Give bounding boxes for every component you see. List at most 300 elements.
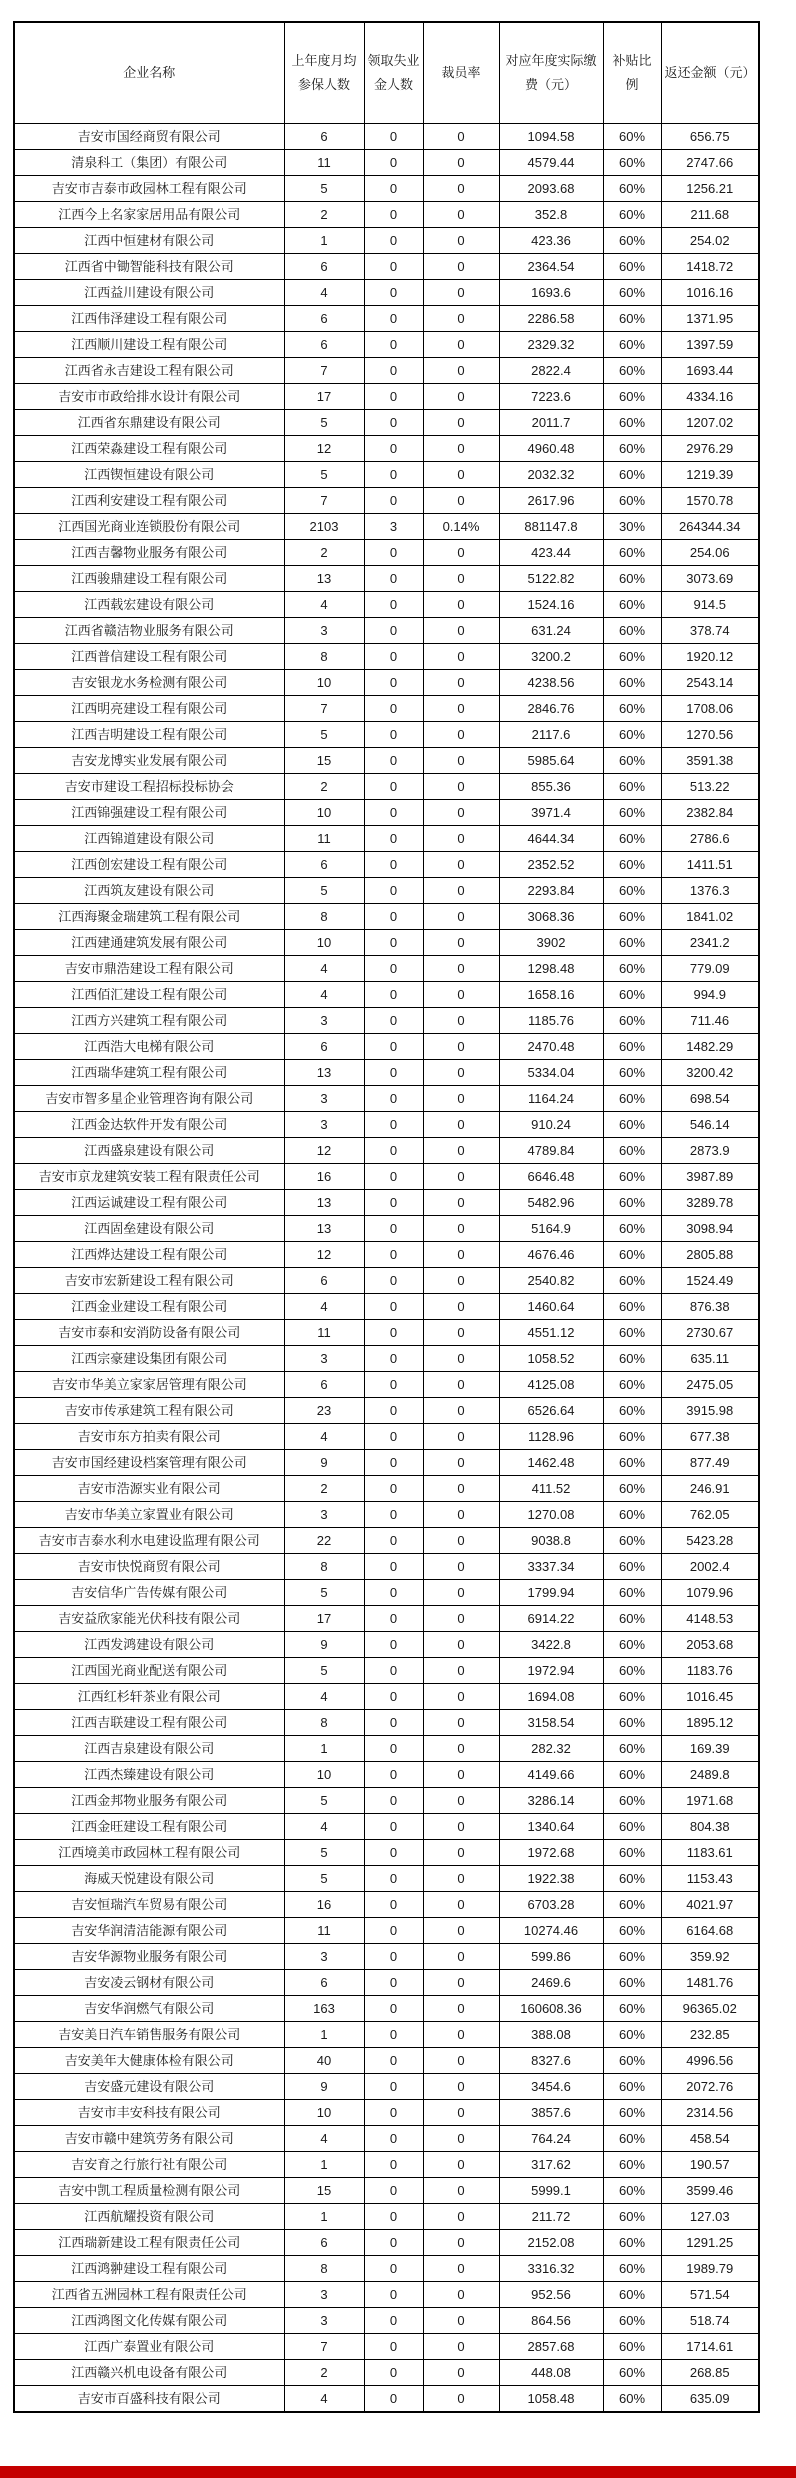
cell: 762.05 (661, 1502, 759, 1528)
cell: 1570.78 (661, 488, 759, 514)
cell: 3 (284, 1944, 364, 1970)
cell: 0 (364, 2074, 423, 2100)
cell: 0 (423, 540, 499, 566)
cell: 0 (364, 1996, 423, 2022)
table-row (14, 696, 759, 722)
cell: 876.38 (661, 1294, 759, 1320)
cell: 0 (423, 1424, 499, 1450)
cell: 12 (284, 1242, 364, 1268)
cell: 1714.61 (661, 2334, 759, 2360)
cell: 0 (364, 1294, 423, 1320)
cell: 0 (364, 1008, 423, 1034)
cell: 9 (284, 1450, 364, 1476)
cell: 60% (603, 2360, 661, 2386)
table-row (14, 800, 759, 826)
table-row (14, 2386, 759, 2413)
cell: 60% (603, 1762, 661, 1788)
cell: 40 (284, 2048, 364, 2074)
table-row (14, 1164, 759, 1190)
cell: 0 (423, 306, 499, 332)
cell: 0 (423, 228, 499, 254)
cell: 3 (284, 1008, 364, 1034)
table-row (14, 2048, 759, 2074)
cell: 吉安市吉泰水利水电建设监理有限公司 (14, 1528, 284, 1554)
cell: 0 (423, 800, 499, 826)
cell: 2489.8 (661, 1762, 759, 1788)
cell: 1058.48 (499, 2386, 603, 2413)
cell: 0 (423, 1216, 499, 1242)
cell: 2857.68 (499, 2334, 603, 2360)
cell: 60% (603, 488, 661, 514)
cell: 0 (364, 2048, 423, 2074)
table-row (14, 1398, 759, 1424)
cell: 1397.59 (661, 332, 759, 358)
cell: 914.5 (661, 592, 759, 618)
cell: 4 (284, 1684, 364, 1710)
cell: 0 (423, 1710, 499, 1736)
table-row (14, 618, 759, 644)
cell: 6 (284, 1372, 364, 1398)
cell: 0 (423, 2074, 499, 2100)
table-row (14, 202, 759, 228)
cell: 60% (603, 462, 661, 488)
cell: 2314.56 (661, 2100, 759, 2126)
cell: 0 (364, 2360, 423, 2386)
cell: 13 (284, 1216, 364, 1242)
cell: 1164.24 (499, 1086, 603, 1112)
table-row (14, 2360, 759, 2386)
cell: 江西省东鼎建设有限公司 (14, 410, 284, 436)
cell: 0 (364, 254, 423, 280)
cell: 0 (423, 1996, 499, 2022)
column-header: 裁员率 (423, 22, 499, 124)
cell: 1256.21 (661, 176, 759, 202)
cell: 江西固垒建设有限公司 (14, 1216, 284, 1242)
cell: 吉安市快悦商贸有限公司 (14, 1554, 284, 1580)
table-row (14, 1294, 759, 1320)
cell: 4021.97 (661, 1892, 759, 1918)
cell: 吉安市建设工程招标投标协会 (14, 774, 284, 800)
cell: 1 (284, 2204, 364, 2230)
cell: 0 (364, 1164, 423, 1190)
cell: 5423.28 (661, 1528, 759, 1554)
cell: 22 (284, 1528, 364, 1554)
cell: 0 (364, 696, 423, 722)
cell: 3 (284, 2282, 364, 2308)
cell: 546.14 (661, 1112, 759, 1138)
cell: 4 (284, 1424, 364, 1450)
cell: 5 (284, 1658, 364, 1684)
cell: 4 (284, 1814, 364, 1840)
cell: 2822.4 (499, 358, 603, 384)
table-row (14, 436, 759, 462)
cell: 60% (603, 878, 661, 904)
cell: 0 (364, 2334, 423, 2360)
table-row (14, 176, 759, 202)
cell: 0 (423, 1788, 499, 1814)
table-row (14, 124, 759, 150)
table-row (14, 930, 759, 956)
cell: 0 (423, 1034, 499, 1060)
cell: 0 (364, 2126, 423, 2152)
cell: 0 (423, 488, 499, 514)
cell: 635.09 (661, 2386, 759, 2413)
cell: 江西金邦物业服务有限公司 (14, 1788, 284, 1814)
cell: 0 (423, 1398, 499, 1424)
cell: 864.56 (499, 2308, 603, 2334)
cell: 3316.32 (499, 2256, 603, 2282)
cell: 0 (423, 1658, 499, 1684)
cell: 1016.16 (661, 280, 759, 306)
cell: 5 (284, 462, 364, 488)
cell: 1340.64 (499, 1814, 603, 1840)
cell: 60% (603, 1632, 661, 1658)
cell: 60% (603, 982, 661, 1008)
cell: 0 (364, 774, 423, 800)
cell: 211.68 (661, 202, 759, 228)
cell: 0 (364, 1840, 423, 1866)
cell: 0 (423, 124, 499, 150)
cell: 江西锲恒建设有限公司 (14, 462, 284, 488)
cell: 0 (423, 2230, 499, 2256)
table-row (14, 2204, 759, 2230)
cell: 513.22 (661, 774, 759, 800)
cell: 60% (603, 2126, 661, 2152)
cell: 60% (603, 2282, 661, 2308)
cell: 0 (423, 566, 499, 592)
cell: 232.85 (661, 2022, 759, 2048)
cell: 60% (603, 1736, 661, 1762)
cell: 60% (603, 904, 661, 930)
cell: 881147.8 (499, 514, 603, 540)
cell: 60% (603, 826, 661, 852)
cell: 0 (423, 1450, 499, 1476)
cell: 60% (603, 1892, 661, 1918)
cell: 60% (603, 1346, 661, 1372)
cell: 60% (603, 280, 661, 306)
cell: 2 (284, 202, 364, 228)
table-row (14, 1060, 759, 1086)
cell: 1376.3 (661, 878, 759, 904)
cell: 2293.84 (499, 878, 603, 904)
cell: 江西发鸿建设有限公司 (14, 1632, 284, 1658)
cell: 3902 (499, 930, 603, 956)
cell: 江西吉泉建设有限公司 (14, 1736, 284, 1762)
table-row (14, 1736, 759, 1762)
cell: 江西吉联建设工程有限公司 (14, 1710, 284, 1736)
cell: 0 (364, 1398, 423, 1424)
cell: 0 (423, 1112, 499, 1138)
table-row (14, 410, 759, 436)
cell: 1920.12 (661, 644, 759, 670)
cell: 江西国光商业配送有限公司 (14, 1658, 284, 1684)
cell: 23 (284, 1398, 364, 1424)
cell: 0 (423, 722, 499, 748)
cell: 7 (284, 488, 364, 514)
cell: 2 (284, 1476, 364, 1502)
cell: 1079.96 (661, 1580, 759, 1606)
cell: 1058.52 (499, 1346, 603, 1372)
cell: 10 (284, 800, 364, 826)
cell: 2 (284, 2360, 364, 2386)
cell: 吉安市华美立家家居管理有限公司 (14, 1372, 284, 1398)
cell: 0 (364, 1710, 423, 1736)
cell: 0 (364, 1034, 423, 1060)
cell: 60% (603, 2204, 661, 2230)
cell: 0 (364, 2100, 423, 2126)
cell: 0 (364, 722, 423, 748)
cell: 1128.96 (499, 1424, 603, 1450)
cell: 吉安龙博实业发展有限公司 (14, 748, 284, 774)
cell: 江西益川建设有限公司 (14, 280, 284, 306)
cell: 0 (364, 2178, 423, 2204)
cell: 0 (423, 1138, 499, 1164)
cell: 5 (284, 1840, 364, 1866)
cell: 0 (423, 2386, 499, 2413)
cell: 0 (364, 826, 423, 852)
cell: 吉安市传承建筑工程有限公司 (14, 1398, 284, 1424)
cell: 0 (364, 748, 423, 774)
cell: 7223.6 (499, 384, 603, 410)
cell: 0 (364, 2152, 423, 2178)
cell: 1298.48 (499, 956, 603, 982)
cell: 1989.79 (661, 2256, 759, 2282)
table-row (14, 1502, 759, 1528)
cell: 60% (603, 228, 661, 254)
cell: 江西荣淼建设工程有限公司 (14, 436, 284, 462)
cell: 5 (284, 722, 364, 748)
table-row (14, 1112, 759, 1138)
cell: 5334.04 (499, 1060, 603, 1086)
cell: 2617.96 (499, 488, 603, 514)
cell: 1153.43 (661, 1866, 759, 1892)
cell: 60% (603, 202, 661, 228)
table-row (14, 150, 759, 176)
table-row (14, 2022, 759, 2048)
cell: 60% (603, 1320, 661, 1346)
cell: 0 (364, 878, 423, 904)
table-row (14, 1580, 759, 1606)
cell: 2341.2 (661, 930, 759, 956)
cell: 0 (364, 670, 423, 696)
cell: 1270.08 (499, 1502, 603, 1528)
cell: 96365.02 (661, 1996, 759, 2022)
cell: 1482.29 (661, 1034, 759, 1060)
cell: 3857.6 (499, 2100, 603, 2126)
cell: 5 (284, 410, 364, 436)
cell: 60% (603, 2308, 661, 2334)
cell: 0 (423, 358, 499, 384)
cell: 0 (423, 1528, 499, 1554)
cell: 0 (423, 670, 499, 696)
cell: 吉安市智多星企业管理咨询有限公司 (14, 1086, 284, 1112)
cell: 0 (364, 1424, 423, 1450)
cell: 1693.6 (499, 280, 603, 306)
cell: 60% (603, 1814, 661, 1840)
table-row (14, 358, 759, 384)
cell: 0 (423, 930, 499, 956)
cell: 0 (423, 280, 499, 306)
cell: 60% (603, 2048, 661, 2074)
cell: 423.36 (499, 228, 603, 254)
cell: 571.54 (661, 2282, 759, 2308)
cell: 0 (423, 826, 499, 852)
table-row (14, 1892, 759, 1918)
cell: 吉安银龙水务检测有限公司 (14, 670, 284, 696)
cell: 0 (423, 1866, 499, 1892)
cell: 江西明亮建设工程有限公司 (14, 696, 284, 722)
cell: 2 (284, 540, 364, 566)
cell: 1524.49 (661, 1268, 759, 1294)
cell: 7 (284, 2334, 364, 2360)
cell: 0 (364, 1892, 423, 1918)
cell: 804.38 (661, 1814, 759, 1840)
cell: 60% (603, 1658, 661, 1684)
cell: 60% (603, 1840, 661, 1866)
cell: 1922.38 (499, 1866, 603, 1892)
cell: 0 (364, 1970, 423, 1996)
cell: 0 (423, 1502, 499, 1528)
cell: 910.24 (499, 1112, 603, 1138)
cell: 吉安华润燃气有限公司 (14, 1996, 284, 2022)
cell: 60% (603, 1216, 661, 1242)
cell: 0 (423, 1008, 499, 1034)
cell: 吉安美日汽车销售服务有限公司 (14, 2022, 284, 2048)
cell: 江西中恒建材有限公司 (14, 228, 284, 254)
table-row (14, 280, 759, 306)
cell: 吉安市吉泰市政园林工程有限公司 (14, 176, 284, 202)
cell: 江西佰汇建设工程有限公司 (14, 982, 284, 1008)
cell: 1219.39 (661, 462, 759, 488)
column-header: 上年度月均参保人数 (284, 22, 364, 124)
cell: 60% (603, 1294, 661, 1320)
table-row (14, 2334, 759, 2360)
cell: 0 (364, 1918, 423, 1944)
cell: 0 (364, 1216, 423, 1242)
cell: 5999.1 (499, 2178, 603, 2204)
cell: 江西利安建设工程有限公司 (14, 488, 284, 514)
cell: 0 (423, 2256, 499, 2282)
cell: 0 (364, 1944, 423, 1970)
cell: 1183.61 (661, 1840, 759, 1866)
table-row (14, 1242, 759, 1268)
cell: 江西浩大电梯有限公司 (14, 1034, 284, 1060)
cell: 0 (364, 1112, 423, 1138)
cell: 5 (284, 1788, 364, 1814)
cell: 0 (423, 956, 499, 982)
table-row (14, 722, 759, 748)
cell: 吉安市泰和安消防设备有限公司 (14, 1320, 284, 1346)
cell: 5 (284, 878, 364, 904)
cell: 江西骏鼎建设工程有限公司 (14, 566, 284, 592)
cell: 4 (284, 982, 364, 1008)
cell: 0 (364, 1060, 423, 1086)
table-row (14, 1424, 759, 1450)
cell: 0 (423, 1294, 499, 1320)
cell: 30% (603, 514, 661, 540)
cell: 0 (423, 2360, 499, 2386)
subsidy-refund-table (13, 21, 760, 2413)
cell: 8 (284, 1554, 364, 1580)
cell: 1291.25 (661, 2230, 759, 2256)
cell: 0 (423, 1944, 499, 1970)
cell: 0 (423, 1346, 499, 1372)
cell: 江西金业建设工程有限公司 (14, 1294, 284, 1320)
cell: 60% (603, 1996, 661, 2022)
cell: 0 (364, 566, 423, 592)
cell: 16 (284, 1164, 364, 1190)
table-row (14, 1918, 759, 1944)
cell: 4 (284, 2126, 364, 2152)
cell: 3073.69 (661, 566, 759, 592)
cell: 1185.76 (499, 1008, 603, 1034)
cell: 60% (603, 2100, 661, 2126)
cell: 60% (603, 2178, 661, 2204)
table-row (14, 1216, 759, 1242)
cell: 60% (603, 1502, 661, 1528)
cell: 吉安市百盛科技有限公司 (14, 2386, 284, 2413)
cell: 1 (284, 1736, 364, 1762)
cell: 2152.08 (499, 2230, 603, 2256)
cell: 60% (603, 618, 661, 644)
cell: 清泉科工（集团）有限公司 (14, 150, 284, 176)
cell: 0 (423, 748, 499, 774)
table-row (14, 1268, 759, 1294)
cell: 60% (603, 644, 661, 670)
table-row (14, 540, 759, 566)
cell: 10274.46 (499, 1918, 603, 1944)
cell: 2747.66 (661, 150, 759, 176)
cell: 60% (603, 254, 661, 280)
cell: 11 (284, 826, 364, 852)
cell: 1799.94 (499, 1580, 603, 1606)
cell: 60% (603, 332, 661, 358)
cell: 0 (423, 1762, 499, 1788)
cell: 60% (603, 1606, 661, 1632)
cell: 6 (284, 1268, 364, 1294)
cell: 0 (423, 2204, 499, 2230)
cell: 2053.68 (661, 1632, 759, 1658)
table-row (14, 826, 759, 852)
cell: 江西省永吉建设工程有限公司 (14, 358, 284, 384)
cell: 0 (364, 1658, 423, 1684)
cell: 0 (364, 124, 423, 150)
cell: 10 (284, 2100, 364, 2126)
table-row (14, 1996, 759, 2022)
cell: 江西顺川建设工程有限公司 (14, 332, 284, 358)
cell: 1371.95 (661, 306, 759, 332)
table-row (14, 1528, 759, 1554)
cell: 0 (423, 2022, 499, 2048)
cell: 60% (603, 1450, 661, 1476)
column-header: 企业名称 (14, 22, 284, 124)
cell: 1016.45 (661, 1684, 759, 1710)
cell: 江西载宏建设有限公司 (14, 592, 284, 618)
cell: 江西境美市政园林工程有限公司 (14, 1840, 284, 1866)
cell: 7 (284, 696, 364, 722)
cell: 60% (603, 722, 661, 748)
cell: 7 (284, 358, 364, 384)
cell: 60% (603, 2022, 661, 2048)
table-row (14, 1034, 759, 1060)
cell: 吉安市赣中建筑劳务有限公司 (14, 2126, 284, 2152)
cell: 江西瑞新建设工程有限责任公司 (14, 2230, 284, 2256)
cell: 2382.84 (661, 800, 759, 826)
cell: 254.02 (661, 228, 759, 254)
table-row (14, 488, 759, 514)
cell: 163 (284, 1996, 364, 2022)
cell: 3158.54 (499, 1710, 603, 1736)
